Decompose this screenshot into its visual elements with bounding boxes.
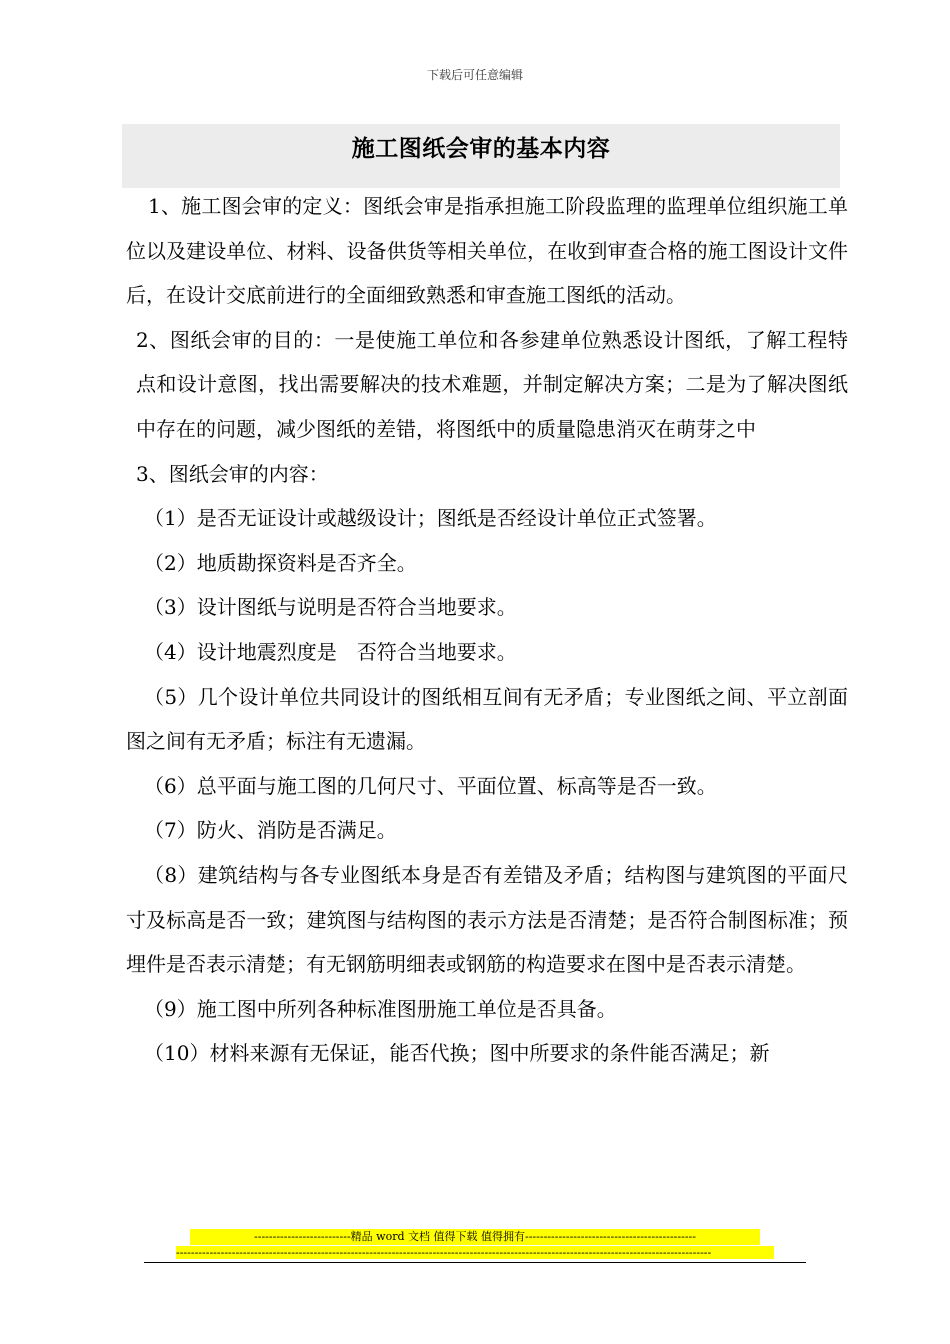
content-item-6: （6）总平面与施工图的几何尺寸、平面位置、标高等是否一致。 xyxy=(144,773,717,798)
content-item-8: （8）建筑结构与各专业图纸本身是否有差错及矛盾；结构图与建筑图的平面尺寸及标高是否一致；建筑图与结构图的表示方法是否清楚；是否符合制图标准；预埋件是否表示清楚；有无钢筋明细表或钢筋的构造要求在图中是否表示清楚。 xyxy=(126,862,848,977)
footer-dash-line: ------------------------------------------------------------------------------------------------------------------------------------------------ xyxy=(176,1246,774,1259)
header-note: 下载后可任意编辑 xyxy=(426,68,523,82)
section-definition: 1、施工图会审的定义：图纸会审是指承担施工阶段监理的监理单位组织施工单位以及建设单位、材料、设备供货等相关单位，在收到审查合格的施工图设计文件后，在设计交底前进行的全面细致熟悉和审查施工图纸的活动。 xyxy=(126,194,848,308)
document-title: 施工图纸会审的基本内容 xyxy=(351,135,611,162)
content-item-7: （7）防火、消防是否满足。 xyxy=(144,818,397,843)
content-item-9: （9）施工图中所列各种标准图册施工单位是否具备。 xyxy=(144,996,617,1021)
document-body xyxy=(126,184,848,1076)
content-item-3: （3）设计图纸与说明是否符合当地要求。 xyxy=(144,595,517,620)
content-item-2: （2）地质勘探资料是否齐全。 xyxy=(144,550,417,575)
section-content-heading: 3、图纸会审的内容： xyxy=(136,461,329,486)
content-item-5: （5）几个设计单位共同设计的图纸相互间有无矛盾；专业图纸之间、平立剖面图之间有无矛盾；标注有无遗漏。 xyxy=(126,684,848,754)
content-item-1: （1）是否无证设计或越级设计；图纸是否经设计单位正式签署。 xyxy=(144,506,717,531)
content-item-4: （4）设计地震烈度是 否符合当地要求。 xyxy=(144,639,517,664)
footer-rule xyxy=(144,1262,806,1263)
footer-banner: --------------------------精品 word 文档 值得下载 值得拥有---------------------------------------------- xyxy=(190,1229,760,1245)
section-purpose: 2、图纸会审的目的：一是使施工单位和各参建单位熟悉设计图纸，了解工程特点和设计意图，找出需要解决的技术难题，并制定解决方案；二是为了解决图纸中存在的问题，减少图纸的差错，将图纸中的质量隐患消灭在萌芽之中 xyxy=(136,327,848,441)
content-item-10: （10）材料来源有无保证，能否代换；图中所要求的条件能否满足；新 xyxy=(144,1041,770,1066)
